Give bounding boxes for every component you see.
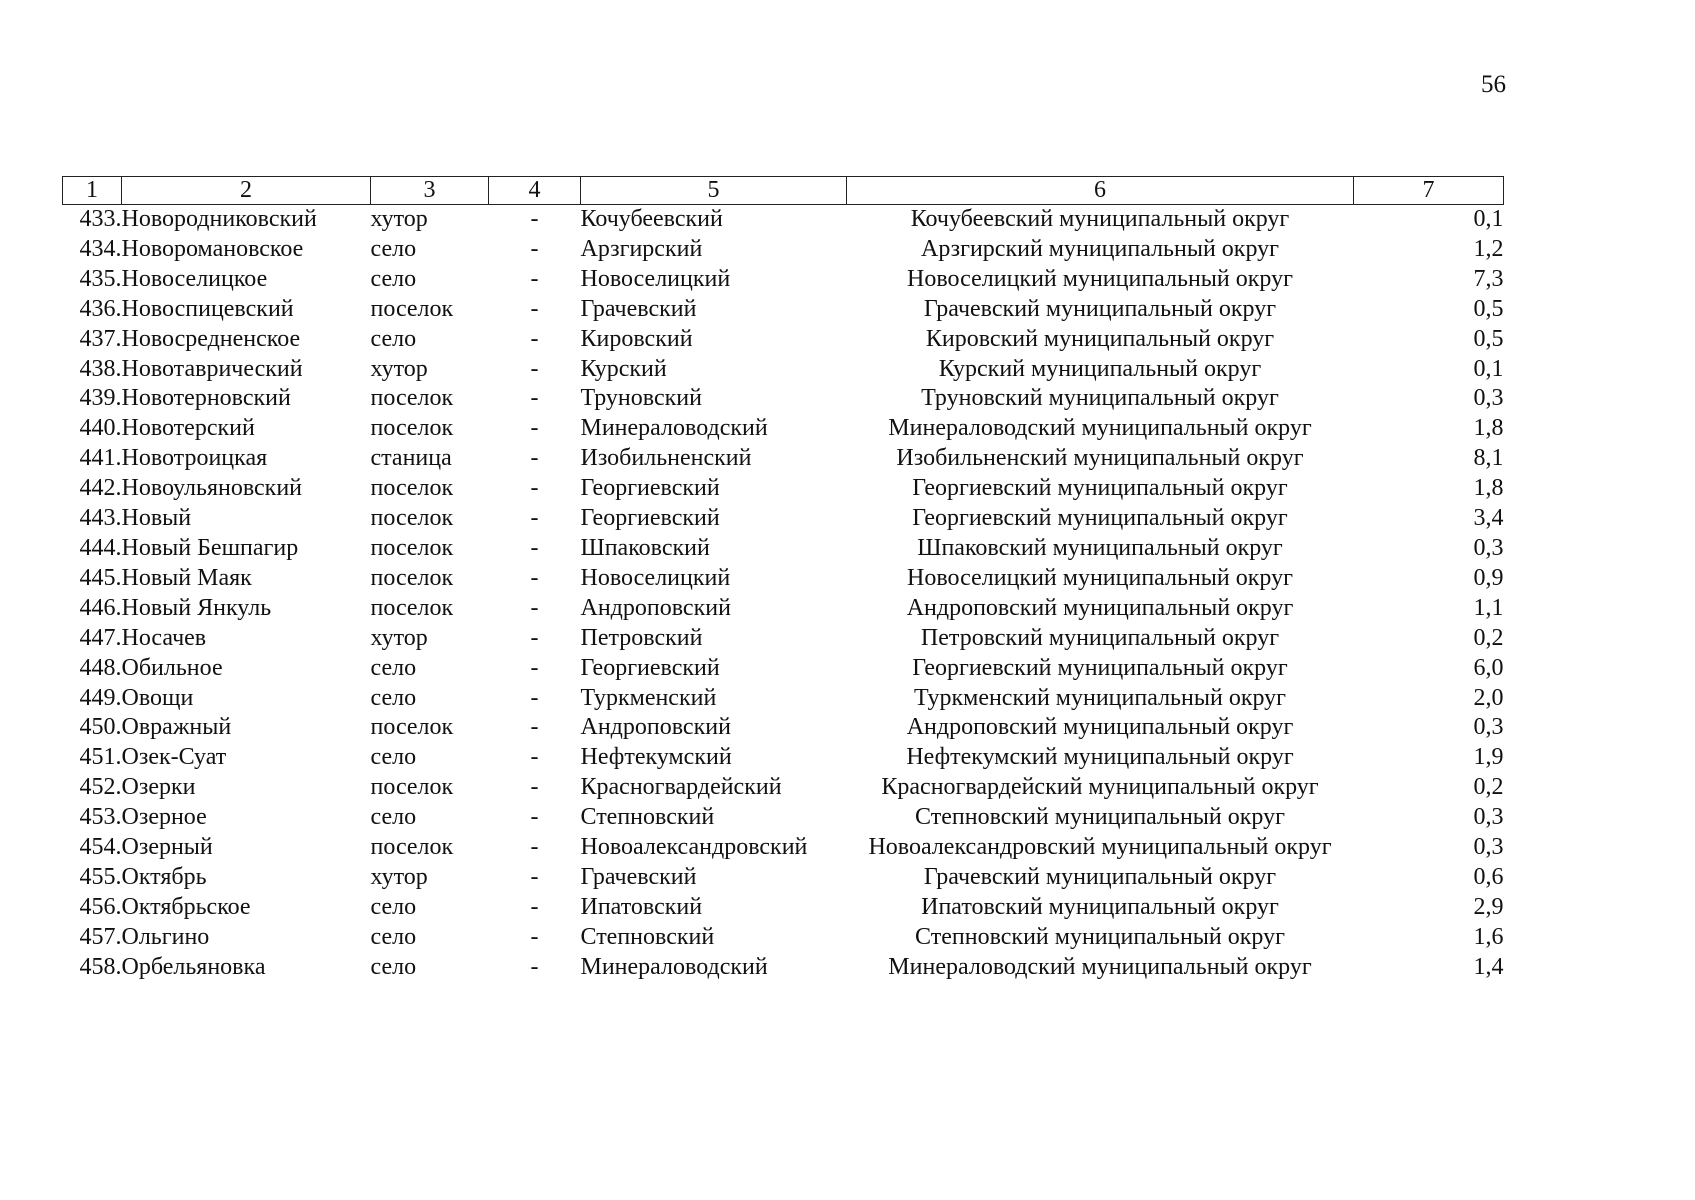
settlement-type: поселок xyxy=(370,295,454,322)
table-row xyxy=(63,564,1504,594)
column-4-value: - xyxy=(530,295,539,322)
settlement-name: Овощи xyxy=(121,684,194,711)
municipal-okrug: Шпаковский муниципальный округ xyxy=(917,534,1283,561)
column-4-value: - xyxy=(530,265,539,292)
column-header-4: 4 xyxy=(489,177,581,205)
column-4-value: - xyxy=(530,774,539,801)
row-number: 433. xyxy=(79,206,122,232)
settlement-type: хутор xyxy=(370,355,428,382)
municipal-okrug: Минераловодский муниципальный округ xyxy=(888,953,1312,980)
municipal-okrug: Кировский муниципальный округ xyxy=(925,325,1275,352)
municipal-okrug: Изобильненский муниципальный округ xyxy=(896,445,1304,472)
municipal-okrug: Ипатовский муниципальный округ xyxy=(921,893,1279,920)
row-number: 436. xyxy=(79,295,122,322)
row-value: 1,9 xyxy=(1473,744,1504,771)
row-number: 447. xyxy=(79,624,122,651)
settlement-name: Озек-Суат xyxy=(121,744,227,771)
row-number: 455. xyxy=(79,863,122,890)
table-body xyxy=(63,205,1504,983)
row-number: 457. xyxy=(79,923,122,950)
row-value: 6,0 xyxy=(1473,654,1504,681)
table-row xyxy=(63,863,1504,893)
row-value: 3,4 xyxy=(1473,505,1504,532)
settlement-name: Новоульяновский xyxy=(121,475,303,502)
district-name: Новоалександровский xyxy=(580,834,808,861)
column-4-value: - xyxy=(530,445,539,472)
column-4-value: - xyxy=(530,834,539,861)
settlement-name: Овражный xyxy=(121,714,232,741)
district-name: Арзгирский xyxy=(580,235,703,262)
table-row xyxy=(63,474,1504,504)
row-number: 444. xyxy=(79,534,122,561)
settlement-type: поселок xyxy=(370,385,454,412)
district-name: Изобильненский xyxy=(580,445,752,472)
municipal-okrug: Андроповский муниципальный округ xyxy=(906,594,1294,621)
table-row xyxy=(63,923,1504,953)
district-name: Степновский xyxy=(580,804,715,831)
column-header-3: 3 xyxy=(371,177,489,205)
settlement-type: село xyxy=(370,744,417,771)
settlement-name: Новородниковский xyxy=(121,206,317,232)
district-name: Андроповский xyxy=(580,594,731,621)
column-4-value: - xyxy=(530,893,539,920)
settlement-name: Новотаврический xyxy=(121,355,303,382)
settlement-type: село xyxy=(370,265,417,292)
settlement-type: поселок xyxy=(370,564,454,591)
settlement-type: хутор xyxy=(370,863,428,890)
row-value: 0,1 xyxy=(1473,355,1504,382)
row-value: 8,1 xyxy=(1473,445,1504,472)
settlement-type: село xyxy=(370,684,417,711)
row-number: 452. xyxy=(79,774,122,801)
table-row xyxy=(63,743,1504,773)
row-number: 434. xyxy=(79,235,122,262)
row-value: 0,2 xyxy=(1473,774,1504,801)
municipal-okrug: Красногвардейский муниципальный округ xyxy=(881,774,1319,801)
settlement-name: Октябрьское xyxy=(121,893,251,920)
column-4-value: - xyxy=(530,714,539,741)
settlements-table xyxy=(62,176,1504,983)
municipal-okrug: Курский муниципальный округ xyxy=(938,355,1262,382)
column-4-value: - xyxy=(530,564,539,591)
column-4-value: - xyxy=(530,744,539,771)
row-number: 456. xyxy=(79,893,122,920)
table-row xyxy=(63,235,1504,265)
settlement-name: Новотроицкая xyxy=(121,445,268,472)
municipal-okrug: Кочубеевский муниципальный округ xyxy=(910,206,1290,232)
column-header-1: 1 xyxy=(63,177,122,205)
settlement-name: Новоселицкое xyxy=(121,265,268,292)
row-value: 7,3 xyxy=(1473,265,1504,292)
table-row xyxy=(63,713,1504,743)
table-row xyxy=(63,504,1504,534)
settlement-name: Ольгино xyxy=(121,923,210,950)
district-name: Труновский xyxy=(580,385,702,412)
district-name: Георгиевский xyxy=(580,475,720,502)
district-name: Грачевский xyxy=(580,863,697,890)
municipal-okrug: Петровский муниципальный округ xyxy=(920,624,1280,651)
row-number: 458. xyxy=(79,953,122,980)
page-number: 56 xyxy=(1481,71,1506,98)
column-4-value: - xyxy=(530,923,539,950)
settlement-type: поселок xyxy=(370,475,454,502)
settlement-name: Октябрь xyxy=(121,863,207,890)
row-number: 446. xyxy=(79,594,122,621)
row-number: 443. xyxy=(79,505,122,532)
settlement-name: Озерное xyxy=(121,804,207,831)
column-4-value: - xyxy=(530,594,539,621)
district-name: Андроповский xyxy=(580,714,731,741)
settlement-name: Новый Бешпагир xyxy=(121,534,299,561)
row-number: 453. xyxy=(79,804,122,831)
municipal-okrug: Андроповский муниципальный округ xyxy=(906,714,1294,741)
column-4-value: - xyxy=(530,235,539,262)
district-name: Георгиевский xyxy=(580,505,720,532)
table-row xyxy=(63,295,1504,325)
settlement-name: Озерки xyxy=(121,774,196,801)
district-name: Степновский xyxy=(580,923,715,950)
settlement-type: село xyxy=(370,804,417,831)
settlement-type: село xyxy=(370,923,417,950)
municipal-okrug: Грачевский муниципальный округ xyxy=(923,295,1277,322)
district-name: Минераловодский xyxy=(580,415,768,442)
district-name: Кочубеевский xyxy=(580,206,723,232)
column-4-value: - xyxy=(530,325,539,352)
settlement-name: Новый Маяк xyxy=(121,564,252,591)
table-row xyxy=(63,414,1504,444)
settlement-type: поселок xyxy=(370,714,454,741)
municipal-okrug: Степновский муниципальный округ xyxy=(915,923,1285,950)
header-row xyxy=(63,177,1504,205)
row-number: 451. xyxy=(79,744,122,771)
column-4-value: - xyxy=(530,654,539,681)
column-header-5: 5 xyxy=(581,177,847,205)
column-4-value: - xyxy=(530,804,539,831)
row-number: 448. xyxy=(79,654,122,681)
settlement-type: поселок xyxy=(370,505,454,532)
settlement-type: село xyxy=(370,893,417,920)
row-value: 1,8 xyxy=(1473,475,1504,502)
column-4-value: - xyxy=(530,206,539,232)
row-value: 0,3 xyxy=(1473,534,1504,561)
settlement-type: поселок xyxy=(370,594,454,621)
row-value: 1,2 xyxy=(1473,235,1504,262)
settlement-name: Новотерновский xyxy=(121,385,291,412)
district-name: Петровский xyxy=(580,624,703,651)
row-value: 2,9 xyxy=(1473,893,1504,920)
table-row xyxy=(63,803,1504,833)
table-row xyxy=(63,444,1504,474)
district-name: Новоселицкий xyxy=(580,265,731,292)
district-name: Кировский xyxy=(580,325,693,352)
settlement-type: поселок xyxy=(370,774,454,801)
table-row xyxy=(63,953,1504,983)
row-value: 0,5 xyxy=(1473,295,1504,322)
municipal-okrug: Нефтекумский муниципальный округ xyxy=(906,744,1294,771)
column-4-value: - xyxy=(530,684,539,711)
settlement-name: Носачев xyxy=(121,624,207,651)
municipal-okrug: Георгиевский муниципальный округ xyxy=(912,505,1288,532)
settlement-name: Озерный xyxy=(121,834,213,861)
column-4-value: - xyxy=(530,415,539,442)
municipal-okrug: Степновский муниципальный округ xyxy=(915,804,1285,831)
district-name: Новоселицкий xyxy=(580,564,731,591)
settlement-name: Новый xyxy=(121,505,192,532)
row-number: 435. xyxy=(79,265,122,292)
municipal-okrug: Грачевский муниципальный округ xyxy=(923,863,1277,890)
settlement-type: поселок xyxy=(370,534,454,561)
table-row xyxy=(63,205,1504,235)
settlement-type: село xyxy=(370,325,417,352)
district-name: Грачевский xyxy=(580,295,697,322)
table-row xyxy=(63,833,1504,863)
table-header xyxy=(63,177,1504,205)
row-value: 0,3 xyxy=(1473,834,1504,861)
row-value: 1,4 xyxy=(1473,953,1504,980)
column-header-6: 6 xyxy=(847,177,1354,205)
row-number: 454. xyxy=(79,834,122,861)
municipal-okrug: Георгиевский муниципальный округ xyxy=(912,475,1288,502)
district-name: Красногвардейский xyxy=(580,774,782,801)
column-4-value: - xyxy=(530,624,539,651)
settlement-name: Новоспицевский xyxy=(121,295,294,322)
row-number: 441. xyxy=(79,445,122,472)
settlement-name: Новоромановское xyxy=(121,235,304,262)
row-number: 442. xyxy=(79,475,122,502)
table-row xyxy=(63,384,1504,414)
table-row xyxy=(63,773,1504,803)
municipal-okrug: Новоселицкий муниципальный округ xyxy=(907,265,1293,292)
table-row xyxy=(63,265,1504,295)
column-4-value: - xyxy=(530,475,539,502)
table-row xyxy=(63,624,1504,654)
district-name: Курский xyxy=(580,355,667,382)
settlement-type: село xyxy=(370,235,417,262)
row-number: 449. xyxy=(79,684,122,711)
column-header-7: 7 xyxy=(1354,177,1504,205)
column-4-value: - xyxy=(530,863,539,890)
table-row xyxy=(63,654,1504,684)
column-header-2: 2 xyxy=(122,177,371,205)
settlement-name: Новотерский xyxy=(121,415,255,442)
row-value: 2,0 xyxy=(1473,684,1504,711)
settlement-name: Новый Янкуль xyxy=(121,594,272,621)
column-4-value: - xyxy=(530,385,539,412)
row-value: 0,2 xyxy=(1473,624,1504,651)
row-value: 0,3 xyxy=(1473,804,1504,831)
settlement-type: поселок xyxy=(370,834,454,861)
table-row xyxy=(63,684,1504,714)
settlement-type: станица xyxy=(370,445,452,472)
table-row xyxy=(63,355,1504,385)
municipal-okrug: Новоселицкий муниципальный округ xyxy=(907,564,1293,591)
district-name: Нефтекумский xyxy=(580,744,732,771)
settlement-name: Обильное xyxy=(121,654,223,681)
row-number: 440. xyxy=(79,415,122,442)
column-4-value: - xyxy=(530,953,539,980)
row-number: 437. xyxy=(79,325,122,352)
settlement-type: село xyxy=(370,654,417,681)
municipal-okrug: Новоалександровский муниципальный округ xyxy=(868,834,1332,861)
row-number: 450. xyxy=(79,714,122,741)
municipal-okrug: Труновский муниципальный округ xyxy=(921,385,1279,412)
row-value: 0,3 xyxy=(1473,385,1504,412)
settlement-type: хутор xyxy=(370,206,428,232)
row-value: 0,3 xyxy=(1473,714,1504,741)
municipal-okrug: Туркменский муниципальный округ xyxy=(914,684,1286,711)
column-4-value: - xyxy=(530,505,539,532)
district-name: Туркменский xyxy=(580,684,717,711)
table-row xyxy=(63,534,1504,564)
district-name: Ипатовский xyxy=(580,893,703,920)
district-name: Шпаковский xyxy=(580,534,710,561)
settlement-type: село xyxy=(370,953,417,980)
row-value: 0,9 xyxy=(1473,564,1504,591)
municipal-okrug: Георгиевский муниципальный округ xyxy=(912,654,1288,681)
district-name: Минераловодский xyxy=(580,953,768,980)
settlement-type: хутор xyxy=(370,624,428,651)
table-row xyxy=(63,594,1504,624)
row-number: 438. xyxy=(79,355,122,382)
row-number: 439. xyxy=(79,385,122,412)
row-value: 0,1 xyxy=(1473,206,1504,232)
settlement-type: поселок xyxy=(370,415,454,442)
row-value: 1,1 xyxy=(1473,594,1504,621)
row-value: 1,8 xyxy=(1473,415,1504,442)
row-value: 0,6 xyxy=(1473,863,1504,890)
column-4-value: - xyxy=(530,534,539,561)
district-name: Георгиевский xyxy=(580,654,720,681)
row-value: 0,5 xyxy=(1473,325,1504,352)
municipal-okrug: Минераловодский муниципальный округ xyxy=(888,415,1312,442)
row-number: 445. xyxy=(79,564,122,591)
row-value: 1,6 xyxy=(1473,923,1504,950)
table-row xyxy=(63,893,1504,923)
settlement-name: Орбельяновка xyxy=(121,953,266,980)
municipal-okrug: Арзгирский муниципальный округ xyxy=(921,235,1279,262)
table-row xyxy=(63,325,1504,355)
settlement-name: Новосредненское xyxy=(121,325,301,352)
column-4-value: - xyxy=(530,355,539,382)
